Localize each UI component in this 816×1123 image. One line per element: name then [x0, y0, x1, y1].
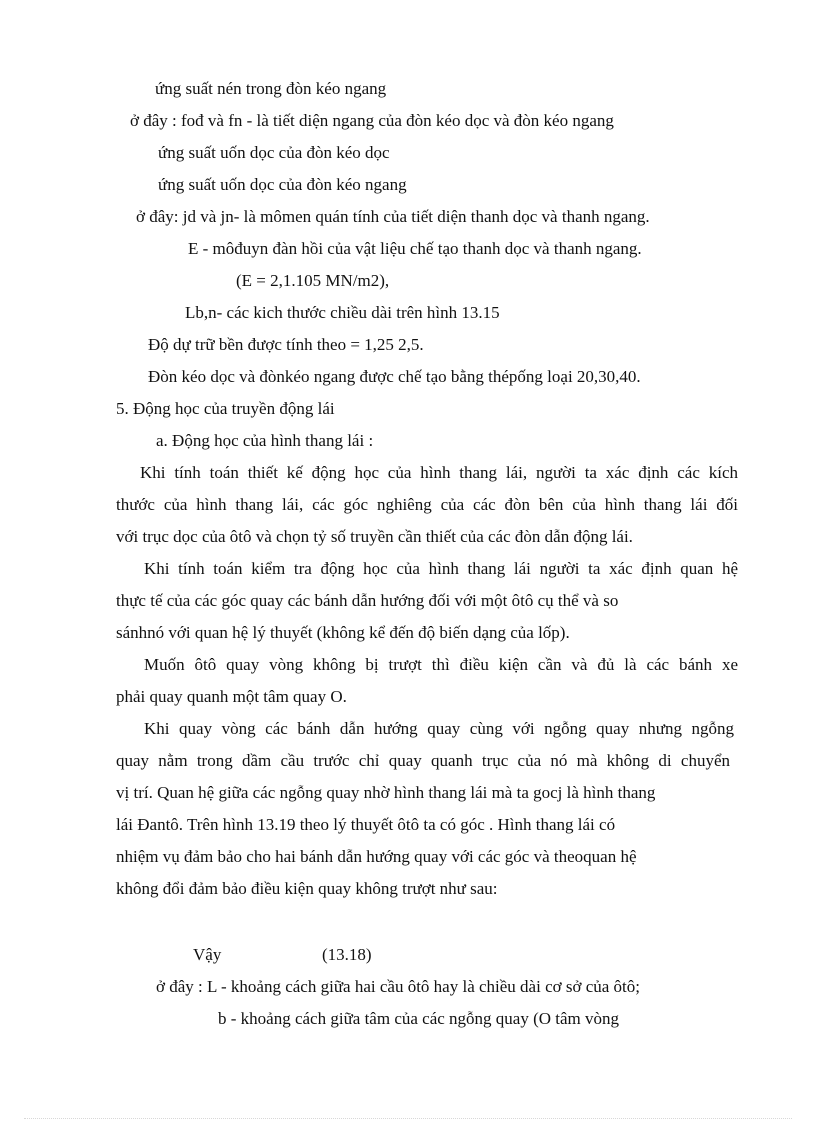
equation-number: (13.18): [322, 945, 372, 964]
page-bottom-divider: [24, 1118, 792, 1119]
paragraph-line: thước của hình thang lái, các góc nghiêng của các đòn bên của hình thang lái đối: [116, 495, 738, 514]
text-line: ứng suất nén trong đòn kéo ngang: [155, 79, 387, 98]
subsection-heading: a. Động học của hình thang lái :: [156, 431, 374, 450]
paragraph-line: thực tế của các góc quay các bánh dẫn hướng đối với một ôtô cụ thể và so: [116, 591, 619, 610]
paragraph-line: Khi tính toán thiết kế động học của hình thang lái, người ta xác định các kích: [140, 463, 738, 482]
paragraph-line: quay nằm trong dầm cầu trước chỉ quay quanh trục của nó mà không di chuyển: [116, 751, 730, 770]
paragraph-line: nhiệm vụ đảm bảo cho hai bánh dẫn hướng quay với các góc và theoquan hệ: [116, 847, 637, 866]
paragraph-line: không đổi đảm bảo điều kiện quay không trượt như sau:: [116, 879, 498, 898]
text-line: b - khoảng cách giữa tâm của các ngỗng quay (O tâm vòng: [218, 1009, 620, 1028]
paragraph-line: với trục dọc của ôtô và chọn tỷ số truyền cần thiết của các đòn dẫn động lái.: [116, 527, 633, 546]
text-line: Độ dự trữ bền được tính theo = 1,25 2,5.: [148, 335, 424, 354]
section-heading: 5. Động học của truyền động lái: [116, 399, 335, 418]
paragraph-line: Khi quay vòng các bánh dẫn hướng quay cùng với ngỗng quay nhưng ngỗng: [144, 719, 734, 738]
text-line: Lb,n- các kich thước chiều dài trên hình 13.15: [185, 303, 500, 322]
paragraph-line: Muốn ôtô quay vòng không bị trượt thì điều kiện cần và đủ là các bánh xe: [144, 655, 738, 674]
paragraph-line: vị trí. Quan hệ giữa các ngỗng quay nhờ hình thang lái mà ta gocj là hình thang: [116, 783, 656, 802]
text-line: Đòn kéo dọc và đònkéo ngang được chế tạo bằng thépống loại 20,30,40.: [148, 367, 641, 386]
text-line: ứng suất uốn dọc của đòn kéo ngang: [158, 175, 407, 194]
paragraph-line: sánhnó với quan hệ lý thuyết (không kể đến độ biến dạng của lốp).: [116, 623, 570, 642]
paragraph-line: Khi tính toán kiểm tra động học của hình thang lái người ta xác định quan hệ: [144, 559, 738, 578]
text-line: ứng suất uốn dọc của đòn kéo dọc: [158, 143, 390, 162]
paragraph-line: phải quay quanh một tâm quay O.: [116, 687, 347, 706]
text-line: (E = 2,1.105 MN/m2),: [236, 271, 390, 290]
text-line: ở đây : L - khoảng cách giữa hai cầu ôtô hay là chiều dài cơ sở của ôtô;: [156, 977, 640, 996]
paragraph-line: lái Đantô. Trên hình 13.19 theo lý thuyết ôtô ta có góc . Hình thang lái có: [116, 815, 616, 834]
text-line: E - môđuyn đàn hồi của vật liệu chế tạo thanh dọc và thanh ngang.: [188, 239, 642, 258]
text-line: ở đây: jd và jn- là mômen quán tính của tiết diện thanh dọc và thanh ngang.: [136, 207, 650, 226]
equation-label-vay: Vậy: [193, 945, 222, 964]
text-line: ở đây : fođ và fn - là tiết diện ngang của đòn kéo dọc và đòn kéo ngang: [130, 111, 614, 130]
